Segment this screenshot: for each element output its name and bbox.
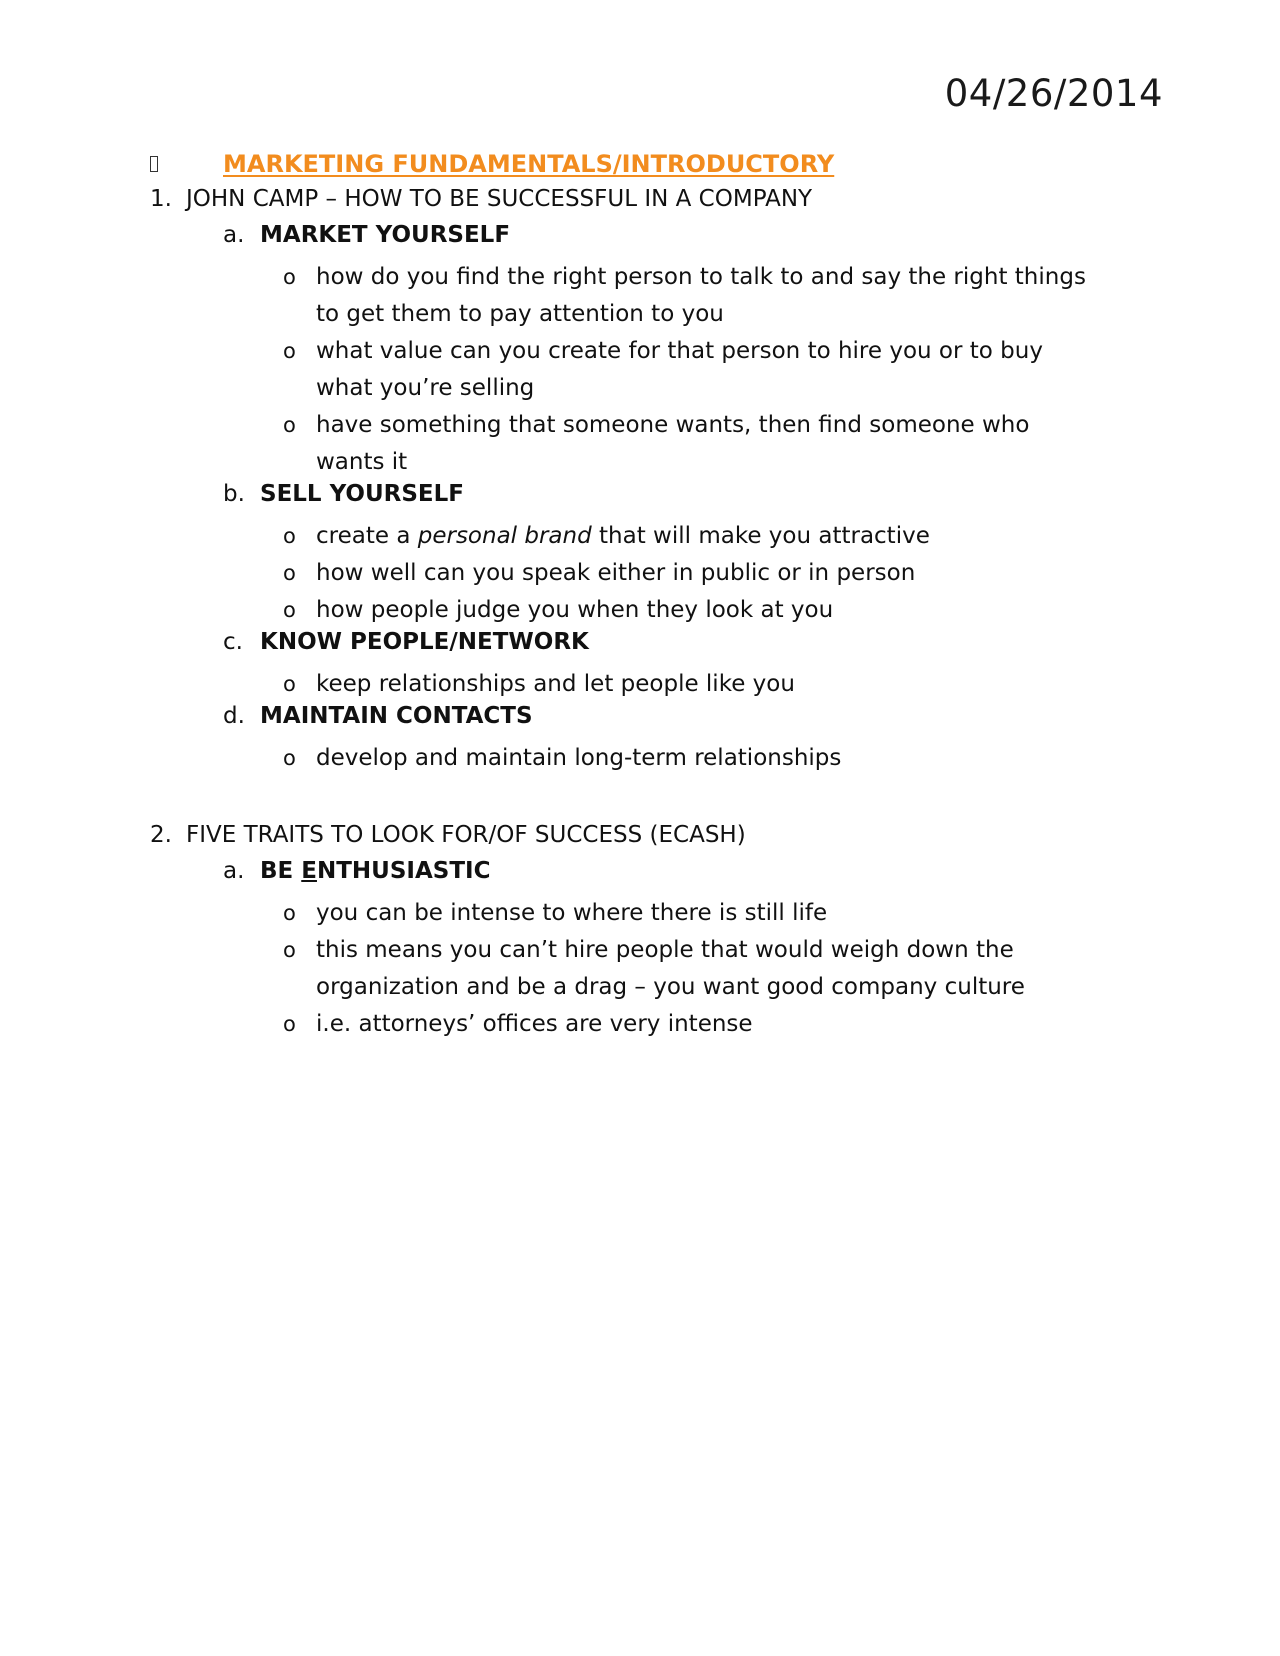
list-item bbox=[150, 518, 1096, 555]
subsection-know-people bbox=[150, 629, 1150, 703]
subsection-label: KNOW PEOPLE/NETWORK bbox=[260, 629, 589, 655]
bullet-text: this means you can’t hire people that would weigh down the organization and be a drag – you want good company culture bbox=[316, 937, 1025, 1000]
subsection-title bbox=[150, 703, 1150, 740]
subsection-label-post: NTHUSIASTIC bbox=[316, 858, 491, 884]
subsection-be-enthusiastic bbox=[150, 858, 1150, 1043]
bullet-text-emphasis: personal brand bbox=[417, 523, 592, 549]
circle-bullet-icon: o bbox=[283, 746, 296, 770]
circle-bullet-icon: o bbox=[283, 561, 296, 585]
list-item bbox=[150, 407, 1096, 481]
subsection-letter: c. bbox=[223, 629, 243, 655]
circle-bullet-icon: o bbox=[283, 901, 296, 925]
bullet-text-post: that will make you attractive bbox=[591, 523, 930, 549]
document-date: 04/26/2014 bbox=[944, 72, 1163, 115]
bullet-text: how do you find the right person to talk to and say the right things to get them to pay attention to you bbox=[316, 264, 1086, 327]
subsection-label-underlined: E bbox=[301, 858, 317, 884]
circle-bullet-icon: o bbox=[283, 265, 296, 289]
subsection-letter: d. bbox=[223, 703, 245, 729]
list-item bbox=[150, 333, 1096, 407]
square-bullet-icon bbox=[150, 156, 158, 172]
subsection-title bbox=[150, 222, 1150, 259]
section-label: FIVE TRAITS TO LOOK FOR/OF SUCCESS (ECASH) bbox=[186, 822, 746, 848]
subsection-label-pre: BE bbox=[260, 858, 302, 884]
section-number: 2. bbox=[150, 822, 172, 848]
circle-bullet-icon: o bbox=[283, 672, 296, 696]
bullet-text: i.e. attorneys’ offices are very intense bbox=[316, 1011, 753, 1037]
list-item bbox=[150, 555, 1096, 592]
bullet-text: what value can you create for that person to hire you or to buy what you’re selling bbox=[316, 338, 1043, 401]
bullet-list bbox=[150, 740, 1150, 777]
circle-bullet-icon: o bbox=[283, 938, 296, 962]
list-item bbox=[150, 592, 1096, 629]
bullet-list bbox=[150, 259, 1150, 481]
section-title bbox=[150, 186, 1150, 222]
bullet-text-pre: create a bbox=[316, 523, 418, 549]
circle-bullet-icon: o bbox=[283, 413, 296, 437]
circle-bullet-icon: o bbox=[283, 339, 296, 363]
subsection-title bbox=[150, 629, 1150, 666]
subsection-label: MARKET YOURSELF bbox=[260, 222, 511, 248]
circle-bullet-icon: o bbox=[283, 1012, 296, 1036]
subsection-label bbox=[260, 858, 490, 884]
list-item bbox=[150, 259, 1096, 333]
circle-bullet-icon: o bbox=[283, 598, 296, 622]
list-item bbox=[150, 895, 1096, 932]
bullet-list bbox=[150, 666, 1150, 703]
list-item bbox=[150, 932, 1096, 1006]
section-2 bbox=[150, 822, 1150, 1043]
subsection-title bbox=[150, 481, 1150, 518]
section-1 bbox=[150, 186, 1150, 777]
subsection-letter: b. bbox=[223, 481, 245, 507]
heading-title: MARKETING FUNDAMENTALS/INTRODUCTORY bbox=[223, 150, 835, 178]
subsection-maintain-contacts bbox=[150, 703, 1150, 777]
bullet-text: how well can you speak either in public or in person bbox=[316, 560, 916, 586]
subsection-label: MAINTAIN CONTACTS bbox=[260, 703, 533, 729]
bullet-text: you can be intense to where there is still life bbox=[316, 900, 828, 926]
list-item bbox=[150, 740, 1096, 777]
bullet-text: develop and maintain long-term relationships bbox=[316, 745, 842, 771]
bullet-text: keep relationships and let people like you bbox=[316, 671, 795, 697]
bullet-text: how people judge you when they look at you bbox=[316, 597, 834, 623]
section-number: 1. bbox=[150, 186, 172, 212]
list-item bbox=[150, 666, 1096, 703]
subsection-letter: a. bbox=[223, 858, 245, 884]
circle-bullet-icon: o bbox=[283, 524, 296, 548]
subsection-market-yourself bbox=[150, 222, 1150, 481]
section-label: JOHN CAMP – HOW TO BE SUCCESSFUL IN A COMPANY bbox=[186, 186, 813, 212]
subsection-title bbox=[150, 858, 1150, 895]
bullet-list bbox=[150, 518, 1150, 629]
subsection-letter: a. bbox=[223, 222, 245, 248]
list-item bbox=[150, 1006, 1096, 1043]
bullet-list bbox=[150, 895, 1150, 1043]
subsection-sell-yourself bbox=[150, 481, 1150, 629]
subsection-label: SELL YOURSELF bbox=[260, 481, 465, 507]
bullet-text: have something that someone wants, then find someone who wants it bbox=[316, 412, 1030, 475]
section-title bbox=[150, 822, 1150, 858]
